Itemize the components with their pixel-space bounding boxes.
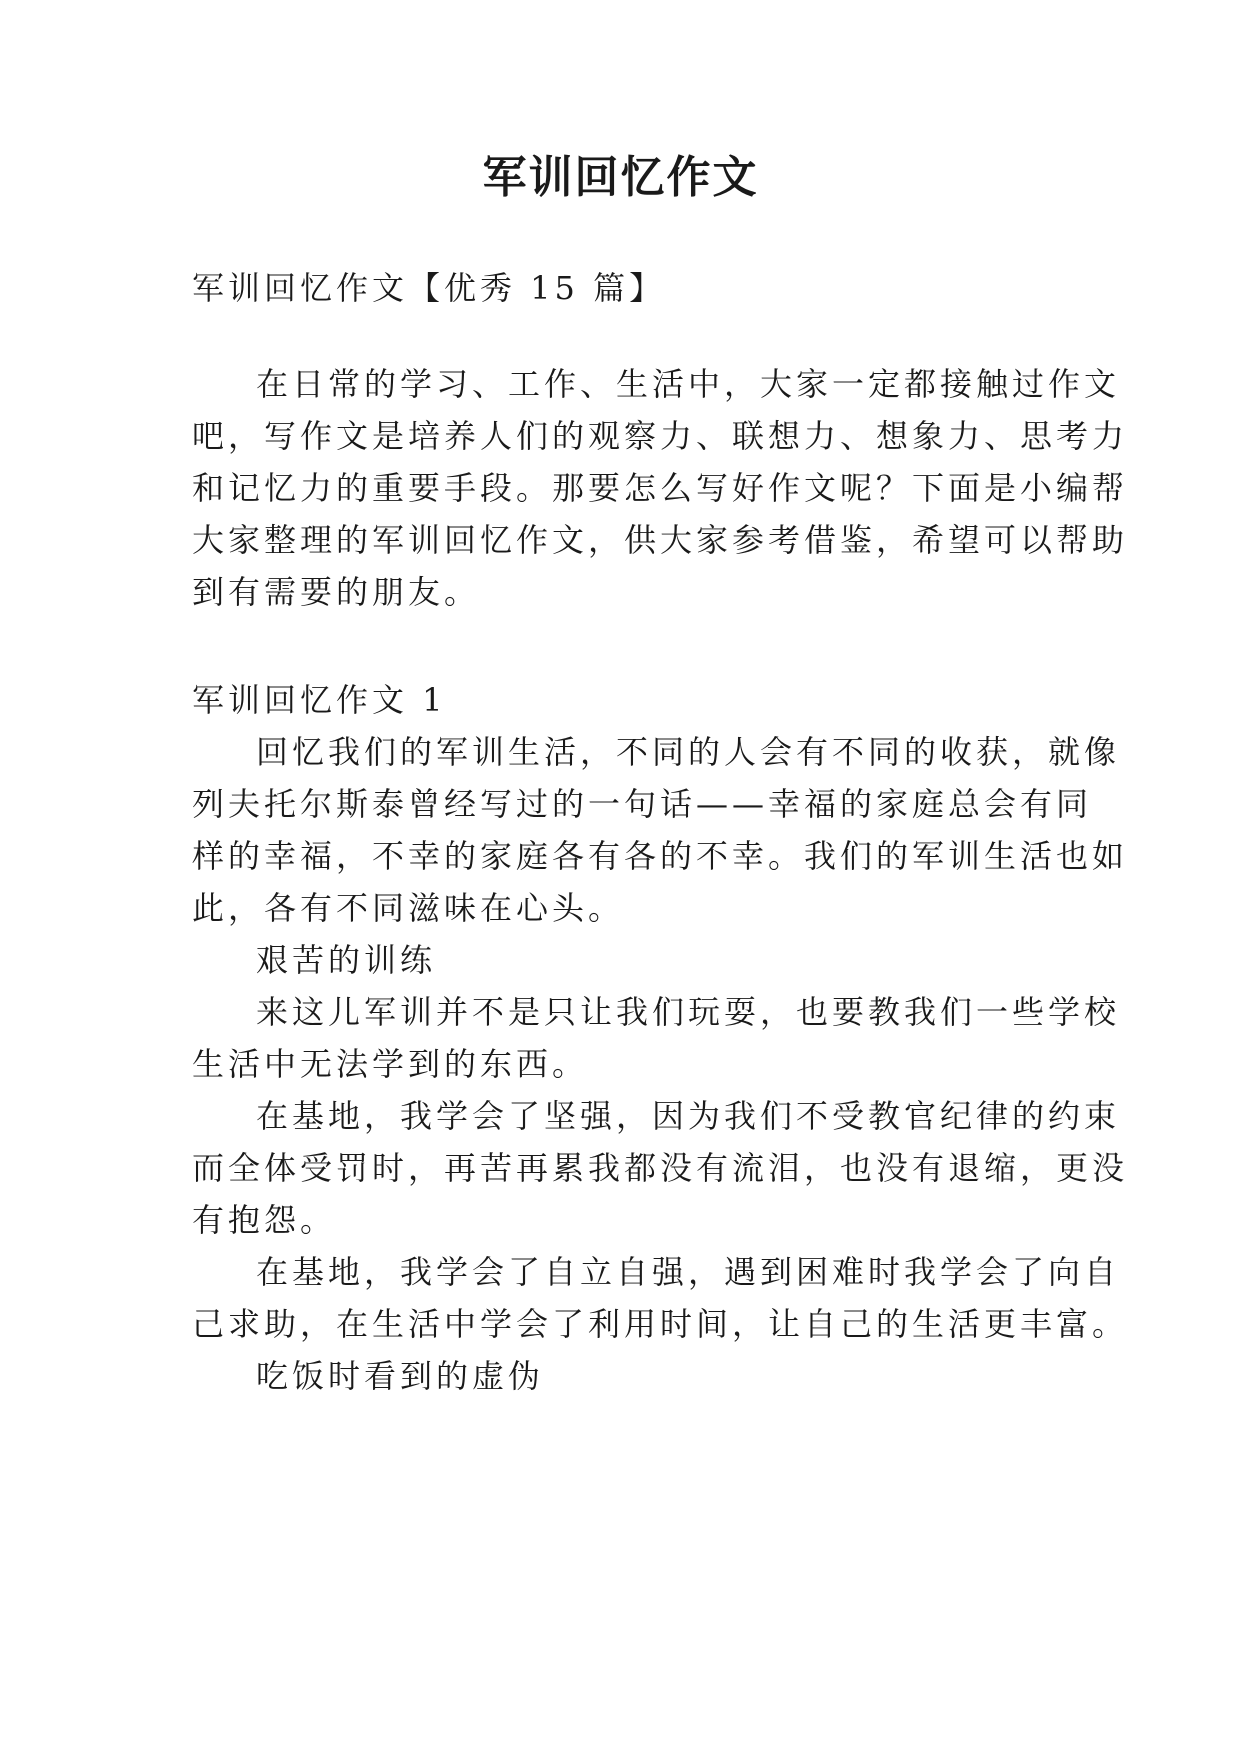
essay-heading: 军训回忆作文 1 xyxy=(192,681,447,719)
paragraph-line: 此，各有不同滋味在心头。 xyxy=(192,889,625,927)
paragraph-line: 己求助，在生活中学会了利用时间，让自己的生活更丰富。 xyxy=(192,1305,1129,1343)
paragraph-line: 回忆我们的军训生活，不同的人会有不同的收获，就像 xyxy=(256,733,1121,771)
paragraph-line: 样的幸福，不幸的家庭各有各的不幸。我们的军训生活也如 xyxy=(192,837,1129,875)
paragraph-line: 在基地，我学会了坚强，因为我们不受教官纪律的约束 xyxy=(256,1097,1121,1135)
intro-line: 大家整理的军训回忆作文，供大家参考借鉴，希望可以帮助 xyxy=(192,521,1129,559)
paragraph-line: 在基地，我学会了自立自强，遇到困难时我学会了向自 xyxy=(256,1253,1121,1291)
paragraph-line: 有抱怨。 xyxy=(192,1201,337,1239)
section-subheading: 吃饭时看到的虚伪 xyxy=(256,1357,545,1395)
paragraph-line: 来这儿军训并不是只让我们玩耍，也要教我们一些学校 xyxy=(256,993,1121,1031)
section-subheading: 艰苦的训练 xyxy=(256,941,437,979)
intro-line: 和记忆力的重要手段。那要怎么写好作文呢？下面是小编帮 xyxy=(192,469,1129,507)
paragraph-line: 生活中无法学到的东西。 xyxy=(192,1045,589,1083)
intro-line: 吧，写作文是培养人们的观察力、联想力、想象力、思考力 xyxy=(192,417,1129,455)
document-title: 军训回忆作文 xyxy=(482,152,759,203)
intro-line: 在日常的学习、工作、生活中，大家一定都接触过作文 xyxy=(256,365,1121,403)
document-subtitle: 军训回忆作文【优秀 15 篇】 xyxy=(192,269,666,307)
paragraph-line: 而全体受罚时，再苦再累我都没有流泪，也没有退缩，更没 xyxy=(192,1149,1129,1187)
intro-line: 到有需要的朋友。 xyxy=(192,573,481,611)
paragraph-line: 列夫托尔斯泰曾经写过的一句话——幸福的家庭总会有同 xyxy=(192,785,1093,823)
